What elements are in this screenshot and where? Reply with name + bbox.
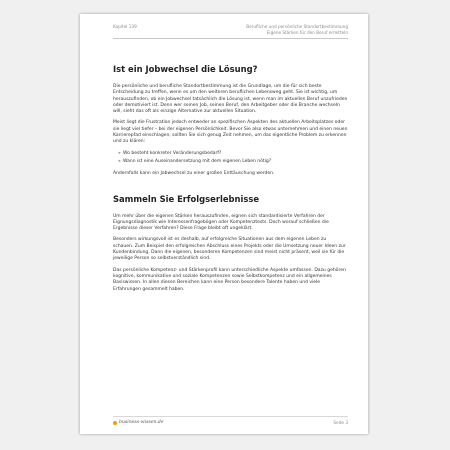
- paragraph: Das persönliche Kompetenz- und Stärkenprofil kann unterschiedliche Aspekte umfassen. Dazu gehören kognitive, kommunikative und soziale Kompetenzen sowie Selbstkompetenz und ein allgemeines Basiswissen. In allen diesen Bereichen kann eine Person besondere Talente haben und viele Erfahrungen gesammelt haben.: [113, 267, 346, 292]
- chapter-label: Kapitel 139: [113, 24, 137, 29]
- page-header: [113, 24, 348, 39]
- business-wissen-logo[interactable]: [113, 420, 164, 425]
- paragraph: Meist liegt die Frustration jedoch entweder an spezifischen Aspekten des aktuellen Arbeitsplatzes oder sie liegt viel tiefer – bei der eigenen Persönlichkeit. Bevor Sie also etwas unternehmen und einen neuen Karrierepfad einschlagen, sollten Sie sich genug Zeit nehmen, um das eigentliche Problem zu erkennen und zu klären:: [113, 120, 348, 145]
- bullet-list: [113, 151, 348, 166]
- document-page: [80, 14, 368, 434]
- section-heading-jobwechsel: Ist ein Jobwechsel die Lösung?: [113, 64, 258, 74]
- page-content: [113, 64, 348, 298]
- header-subsection: Eigene Stärken für den Beruf ermitteln: [266, 30, 348, 35]
- section-heading-erfolgserlebnisse: Sammeln Sie Erfolgserlebnisse: [113, 193, 260, 204]
- page-number: Seite 3: [333, 420, 348, 425]
- paragraph: Andernfalls kann ein Jobwechsel zu einer großen Enttäuschung werden.: [113, 171, 275, 177]
- paragraph: Um mehr über die eigenen Stärken herauszufinden, eignen sich standardisierte Verfahren der Eignungsdiagnostik wie Interessenfragebögen oder Kompetenztests. Doch worauf schließen die Ergebnisse dieser Verfahren? Diese Frage bleibt oft ungeklärt.: [113, 213, 329, 232]
- paragraph: Die persönliche und berufliche Standortbestimmung ist die Grundlage, um die für sich beste Entscheidung zu treffen, wenn es um den weiteren beruflichen Lebensweg geht. Sie ist wichtig, um herauszufinden, ob ein Jobwechsel tatsächlich die Lösung ist, wenn man im aktuellen Beruf unzufrieden oder demotiviert ist. Denn wer seinen Job, seinen Beruf, den Arbeitgeber oder die Branche wechseln will, sieht das oft als einzige Alternative zur aktuellen Situation.: [113, 84, 348, 115]
- page-footer: [113, 416, 348, 428]
- list-item: » Wann ist eine Auseinandersetzung mit dem eigenen Leben nötig?: [118, 158, 272, 164]
- logo-dot-icon: [113, 421, 117, 425]
- paragraph: Besonders wirkungsvoll ist es deshalb, auf erfolgreiche Situationen aus dem eigenen Leben zu schauen. Zum Beispiel den erfolgreichen Abschluss eines Projekts oder die Umsetzung neuer Ideen zur Kundenbindung. Dann die eigenen, besonderen Kompetenzen sind meist nicht präsent, weil sie für die jeweilige Person so selbstverständlich sind.: [113, 237, 346, 262]
- list-item: » Wo besteht konkreter Veränderungsbedarf?: [118, 150, 222, 156]
- header-section: Berufliche und persönliche Standortbestimmung: [246, 24, 348, 29]
- logo-text: business-wissen.de: [119, 420, 164, 425]
